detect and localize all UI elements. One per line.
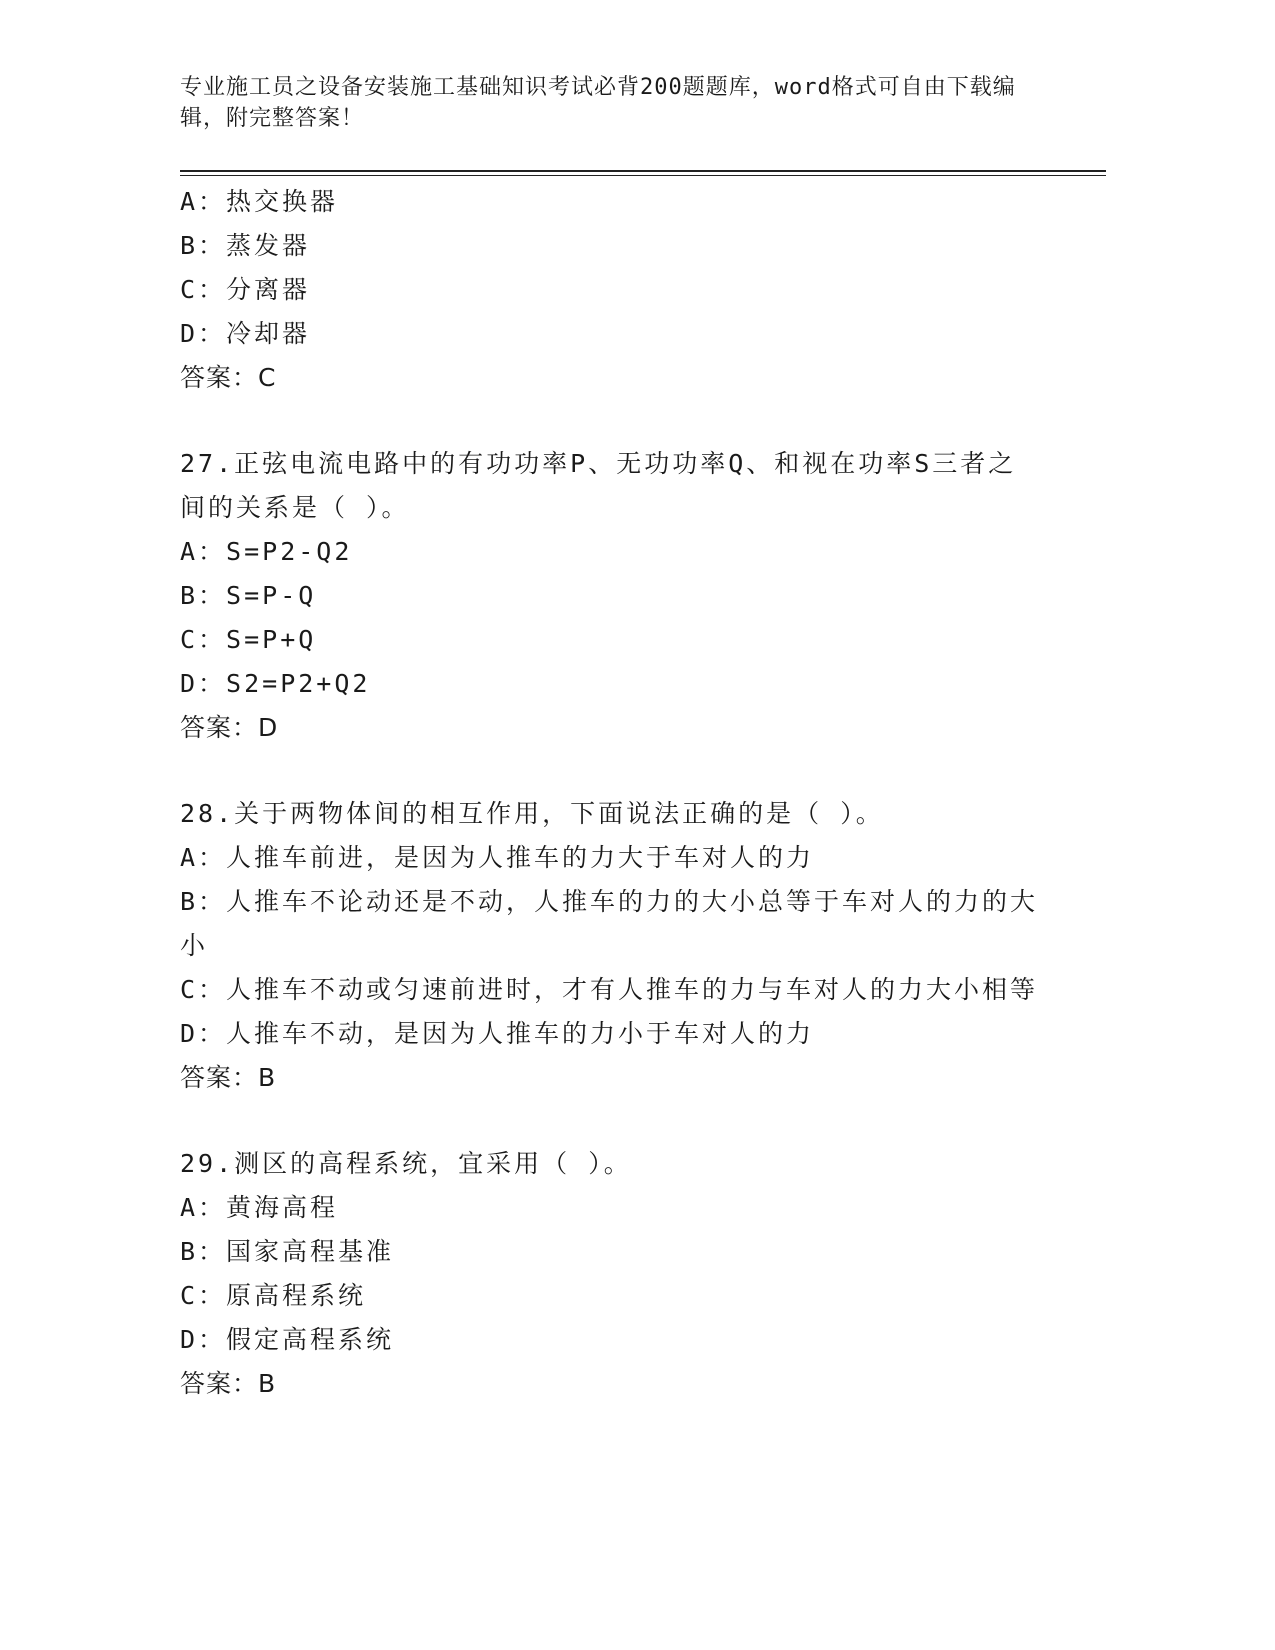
option-d: D：冷却器 [180, 319, 311, 348]
option-d: D：人推车不动，是因为人推车的力小于车对人的力 [180, 1019, 815, 1048]
option-b: B：S=P-Q [180, 581, 317, 610]
question-stem: 27.正弦电流电路中的有功功率P、无功功率Q、和视在功率S三者之 [180, 449, 1017, 478]
option-b-continued: 小 [180, 931, 209, 960]
option-c: C：原高程系统 [180, 1281, 367, 1310]
question-28 [180, 792, 1060, 1100]
option-c: C：S=P+Q [180, 625, 317, 654]
question-content [180, 180, 1060, 1406]
header-rule-thin [180, 175, 1106, 176]
option-b: B：国家高程基准 [180, 1237, 395, 1266]
question-stem: 28.关于两物体间的相互作用，下面说法正确的是（ ）。 [180, 799, 884, 828]
option-b: B：蒸发器 [180, 231, 311, 260]
option-a: A：S=P2-Q2 [180, 537, 353, 566]
option-c: C：分离器 [180, 275, 311, 304]
question-stem-continued: 间的关系是（ ）。 [180, 493, 410, 522]
answer-label: 答案：B [180, 1369, 277, 1398]
answer-label: 答案：C [180, 363, 277, 392]
option-d: D：假定高程系统 [180, 1325, 395, 1354]
option-a: A：人推车前进，是因为人推车的力大于车对人的力 [180, 843, 815, 872]
option-a: A：黄海高程 [180, 1193, 339, 1222]
option-c: C：人推车不动或匀速前进时，才有人推车的力与车对人的力大小相等 [180, 975, 1039, 1004]
header-rule-thick [180, 170, 1106, 172]
option-d: D：S2=P2+Q2 [180, 669, 371, 698]
question-26 [180, 180, 1060, 400]
answer-label: 答案：B [180, 1063, 277, 1092]
question-stem: 29.测区的高程系统，宜采用（ ）。 [180, 1149, 632, 1178]
answer-label: 答案：D [180, 713, 279, 742]
document-header: 专业施工员之设备安装施工基础知识考试必背200题题库，word格式可自由下载编辑，附完整答案！ [180, 75, 1016, 131]
question-29 [180, 1142, 1060, 1406]
option-a: A：热交换器 [180, 187, 339, 216]
question-27 [180, 442, 1060, 750]
option-b: B：人推车不论动还是不动，人推车的力的大小总等于车对人的力的大 [180, 887, 1039, 916]
